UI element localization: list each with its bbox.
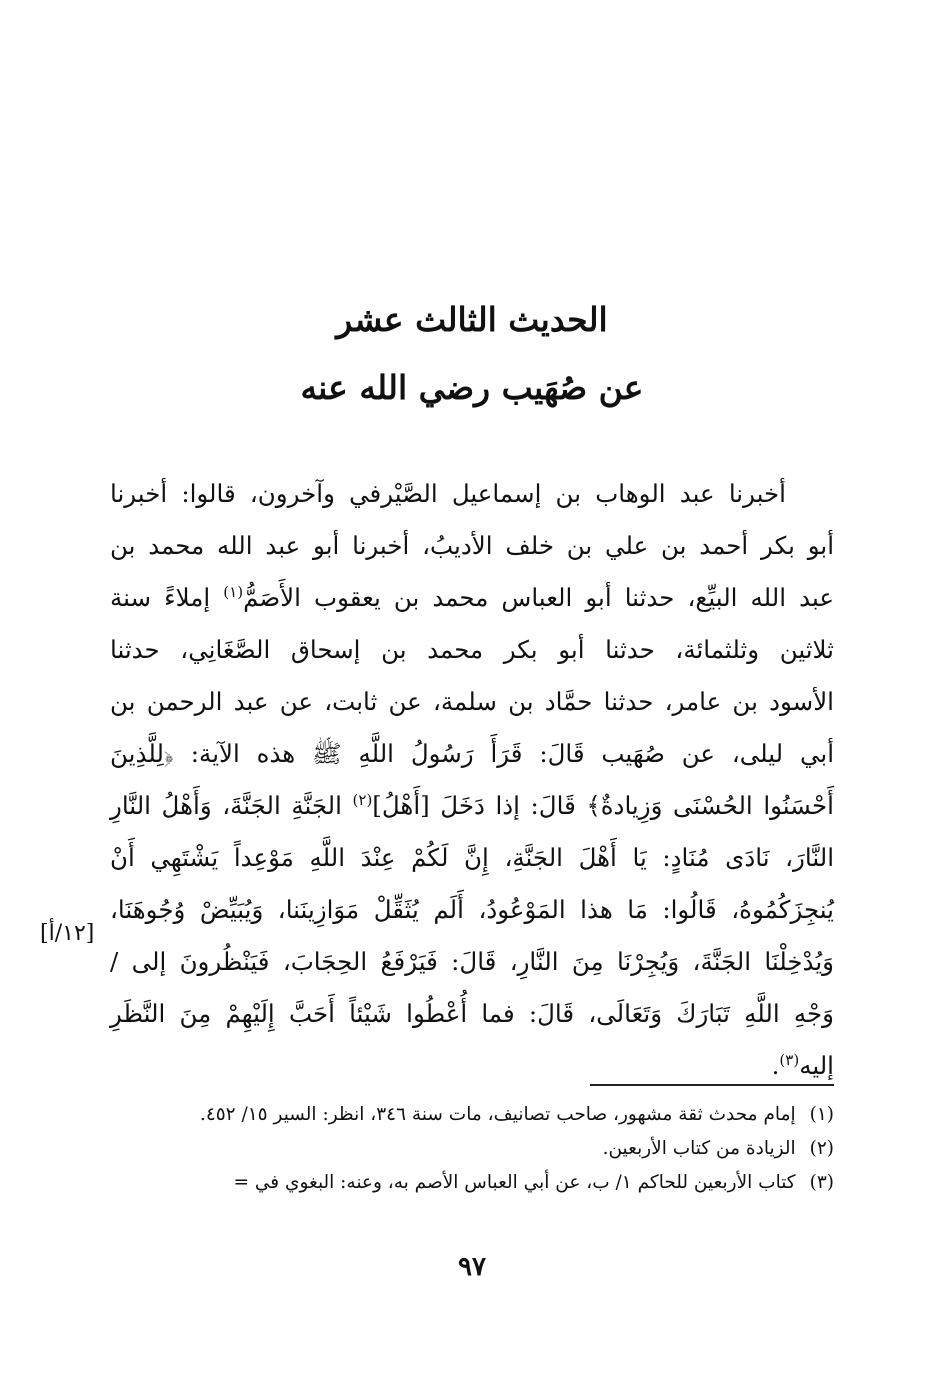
body-line: الأسود بن عامر، حدثنا حمَّاد بن سلمة، عن ثابت، عن عبد الرحمن بن bbox=[110, 687, 834, 716]
footnote-text: الزيادة من كتاب الأربعين. bbox=[602, 1138, 796, 1159]
manuscript-folio-reference: [١٢/أ] bbox=[40, 921, 95, 946]
body-line-text: . bbox=[771, 1051, 780, 1080]
body-line: ثلاثين وثلثمائة، حدثنا أبو بكر محمد بن إسحاق الصَّغَانِي، حدثنا bbox=[110, 635, 834, 664]
footnote-number: (١) bbox=[809, 1104, 834, 1125]
footnote-marker: (١) bbox=[223, 582, 244, 601]
body-line: وَيُدْخِلْنَا الجَنَّةَ، وَيُجِرْنَا مِنَ النَّارِ، قَالَ: فَيَرْفَعُ الحِجَابَ، فَيَنْظُرونَ إلى / bbox=[110, 947, 834, 976]
footnote-separator bbox=[590, 1084, 834, 1086]
body-line: أبو بكر أحمد بن علي بن خلف الأديبُ، أخبرنا أبو عبد الله محمد بن bbox=[110, 531, 834, 560]
footnote-text: إمام محدث ثقة مشهور، صاحب تصانيف، مات سنة ٣٤٦، انظر: السير ١٥/ ٤٥٢. bbox=[199, 1104, 796, 1125]
footnote bbox=[110, 1166, 834, 1200]
body-line: أبي ليلى، عن صُهَيب قَالَ: قَرَأَ رَسُولُ اللَّهِ ﷺ هذه الآية: ﴿لِلَّذِينَ bbox=[110, 739, 834, 768]
footnote-text: كتاب الأربعين للحاكم ١/ ب، عن أبي العباس الأصم به، وعنه: البغوي في = bbox=[233, 1172, 796, 1193]
page-number: ٩٧ bbox=[458, 1252, 486, 1282]
body-line: وَجْهِ اللَّهِ تَبَارَكَ وَتَعَالَى، قَالَ: فما أُعْطُوا شَيْئاً أَحَبَّ إِلَيْهِمْ مِنَ النَّظَرِ bbox=[110, 999, 834, 1028]
body-line-text: إملاءً سنة bbox=[110, 583, 224, 612]
body-line-text: إليه bbox=[799, 1051, 834, 1080]
body-line-text: الجَنَّةِ الجَنَّةَ، وَأَهْلُ النَّارِ bbox=[110, 791, 353, 820]
body-line bbox=[110, 780, 834, 832]
body-line-text: أَحْسَنُوا الحُسْنَى وَزِيادةٌ﴾ قَالَ: إذا دَخَلَ [أَهْلُ] bbox=[372, 791, 834, 820]
footnote-number: (٣) bbox=[809, 1172, 834, 1193]
footnote-marker: (٣) bbox=[779, 1050, 800, 1069]
body-line: يُنجِزَكُمُوهُ، قَالُوا: مَا هذا المَوْعُودُ، أَلَم يُثَقِّلْ مَوَازِينَنا، وَيُبَيِّضْ وُجُوهَنَا، bbox=[110, 895, 834, 924]
hadith-narrator-heading: عن صُهَيب رضي الله عنه bbox=[300, 368, 644, 407]
body-line-text: عبد الله البيِّع، حدثنا أبو العباس محمد بن يعقوب الأَصَمُّ bbox=[243, 583, 834, 612]
footnote bbox=[110, 1098, 834, 1132]
body-line bbox=[110, 572, 834, 624]
body-line: أخبرنا عبد الوهاب بن إسماعيل الصَّيْرفي وآخرون، قالوا: أخبرنا bbox=[110, 479, 786, 508]
footnote-marker: (٢) bbox=[352, 790, 373, 809]
footnote-number: (٢) bbox=[809, 1138, 834, 1159]
footnote bbox=[110, 1132, 834, 1166]
hadith-text bbox=[110, 468, 834, 1092]
hadith-heading: الحديث الثالث عشر bbox=[336, 300, 608, 339]
body-line: النَّارَ، نَادَى مُنَادٍ: يَا أَهْلَ الجَنَّةِ، إِنَّ لَكُمْ عِنْدَ اللَّهِ مَوْعِداً يَشْتَهِي أَنْ bbox=[110, 843, 834, 872]
footnotes bbox=[110, 1098, 834, 1200]
